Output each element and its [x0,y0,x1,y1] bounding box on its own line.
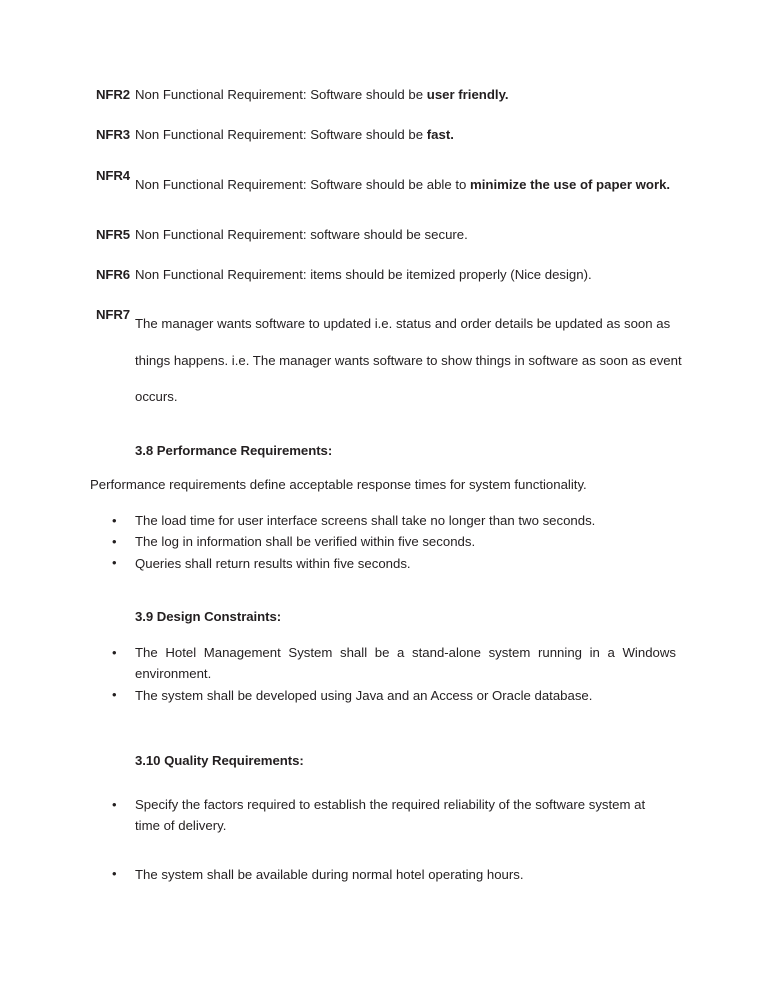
nfr-text-emphasis: fast. [426,127,454,143]
nfr-list [96,86,686,438]
nfr-tag: NFR2 [96,87,131,102]
performance-bullet-list [110,510,670,574]
nfr-tag: NFR5 [96,226,131,242]
nfr-item [96,266,686,284]
nfr-text-plain: Non Functional Requirement: Software should be [135,87,427,102]
list-item: • The system shall be available during normal hotel operating hours. [110,864,662,885]
design-constraints-bullet-list [110,642,676,706]
nfr-tag: NFR4 [96,167,131,183]
nfr-text-plain: Non Functional Requirement: Software should be [135,127,427,143]
performance-intro-paragraph: Performance requirements define acceptable response times for system functionality. [90,477,587,492]
design-constraints-heading: 3.9 Design Constraints: [135,609,282,624]
list-item: • The Hotel Management System shall be a stand-alone system running in a Windows environment. [110,642,676,685]
nfr-text [135,86,686,104]
performance-heading: 3.8 Performance Requirements: [135,443,333,458]
nfr-tag: NFR6 [96,266,131,282]
nfr-text: The manager wants software to updated i.e. status and order details be updated as soon as things happens. i.e. The manager wants software to show things in software as soon as event occurs. [135,316,682,405]
list-item: • Queries shall return results within five seconds. [110,553,670,574]
quality-requirements-bullet-list [110,794,662,885]
nfr-item [96,226,686,244]
nfr-item [96,126,686,144]
list-item: • The log in information shall be verified within five seconds. [110,531,670,552]
nfr-text-plain: Non Functional Requirement: Software should be able to [135,176,471,192]
nfr-tag: NFR7 [96,307,131,323]
nfr-tag: NFR3 [96,127,131,143]
quality-requirements-heading: 3.10 Quality Requirements: [135,753,304,768]
nfr-text-emphasis: minimize the use of paper work. [470,176,671,192]
list-item: • Specify the factors required to establish the required reliability of the software system at time of delivery. [110,794,662,837]
list-item: • The load time for user interface screens shall take no longer than two seconds. [110,510,670,531]
list-item: • The system shall be developed using Java and an Access or Oracle database. [110,685,676,706]
nfr-text: Non Functional Requirement: software should be secure. [135,226,468,242]
nfr-text-emphasis: user friendly. [426,87,509,102]
nfr-text: Non Functional Requirement: items should be itemized properly (Nice design). [135,266,592,282]
nfr-text [135,167,686,204]
nfr-item [96,306,686,416]
nfr-text [135,126,686,144]
nfr-item [96,86,686,104]
nfr-item [96,167,686,204]
